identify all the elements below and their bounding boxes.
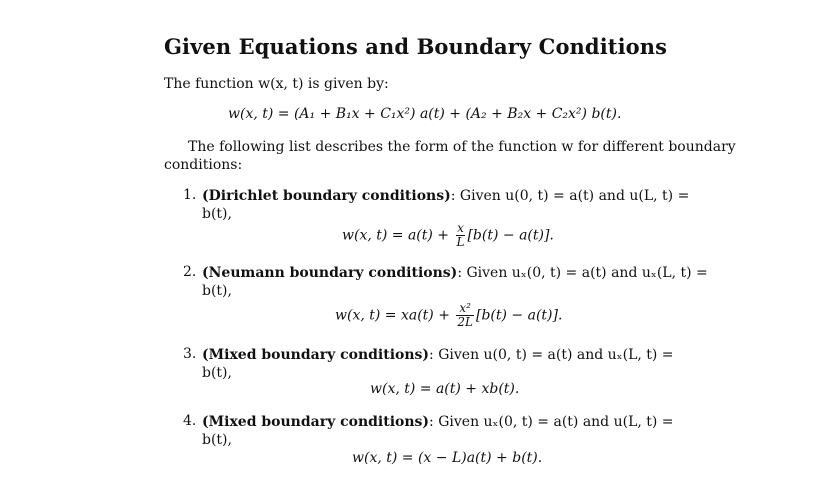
condition-continuation: b(t), — [202, 365, 232, 381]
fraction — [456, 302, 474, 329]
list-item-condition — [202, 346, 674, 364]
condition-text: : Given uₓ(0, t) = a(t) and uₓ(L, t) = — [457, 265, 708, 281]
list-item-condition — [202, 187, 689, 205]
item-number: 2. — [183, 264, 197, 280]
item-heading: (Neumann boundary conditions) — [202, 265, 458, 281]
equation-left: w(x, t) = a(t) + — [342, 227, 450, 244]
item-heading: (Mixed boundary conditions) — [202, 347, 430, 363]
equation-right: [b(t) − a(t)]. — [476, 307, 563, 324]
fraction-numerator: x² — [456, 302, 474, 316]
item-equation: w(x, t) = (x − L)a(t) + b(t). — [352, 450, 543, 466]
page-title: Given Equations and Boundary Conditions — [164, 34, 668, 59]
condition-continuation: b(t), — [202, 432, 232, 448]
equation-right: [b(t) − a(t)]. — [467, 227, 554, 244]
item-heading: (Mixed boundary conditions) — [202, 414, 430, 430]
item-number: 1. — [183, 187, 197, 203]
paragraph-line-1: The following list describes the form of the function w for different boundary — [188, 139, 736, 155]
main-equation: w(x, t) = (A₁ + B₁x + C₁x²) a(t) + (A₂ + B₂x + C₂x²) b(t). — [228, 106, 622, 122]
item-equation — [342, 222, 554, 249]
list-item-condition — [202, 413, 674, 431]
condition-continuation: b(t), — [202, 206, 232, 222]
item-number: 3. — [183, 346, 197, 362]
item-equation: w(x, t) = a(t) + xb(t). — [370, 381, 520, 397]
item-heading: (Dirichlet boundary conditions) — [202, 188, 451, 204]
intro-line: The function w(x, t) is given by: — [164, 76, 389, 92]
condition-text: : Given u(0, t) = a(t) and u(L, t) = — [450, 188, 690, 204]
condition-continuation: b(t), — [202, 283, 232, 299]
equation-left: w(x, t) = xa(t) + — [335, 307, 450, 324]
item-number: 4. — [183, 413, 197, 429]
fraction-denominator: L — [456, 235, 465, 249]
list-item-condition — [202, 264, 708, 282]
item-equation — [335, 302, 562, 329]
fraction-numerator: x — [457, 221, 464, 235]
paragraph-line-2: conditions: — [164, 157, 243, 173]
fraction-denominator: 2L — [457, 315, 473, 329]
condition-text: : Given uₓ(0, t) = a(t) and u(L, t) = — [429, 414, 674, 430]
fraction — [456, 222, 466, 249]
condition-text: : Given u(0, t) = a(t) and uₓ(L, t) = — [429, 347, 674, 363]
